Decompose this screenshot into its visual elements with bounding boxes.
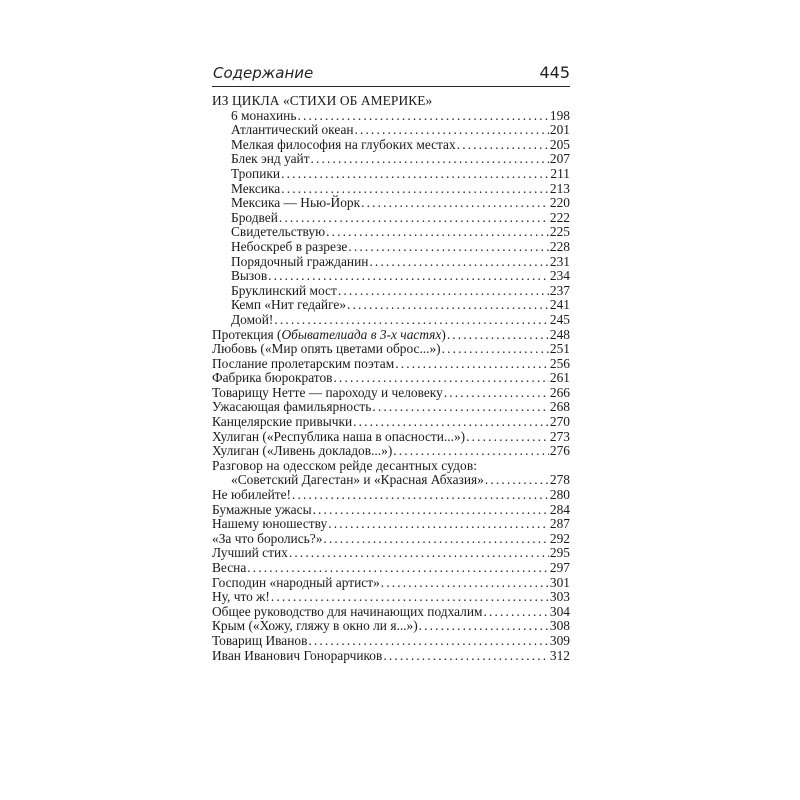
book-page xyxy=(212,60,570,663)
title-suffix: ) xyxy=(441,326,446,342)
toc-entry-page: 213 xyxy=(549,180,570,196)
dot-leader xyxy=(484,605,549,620)
toc-entry-page: 312 xyxy=(549,647,570,663)
toc-entry-page: 301 xyxy=(549,574,570,590)
title-prefix: Протекция ( xyxy=(212,326,282,342)
toc-entry xyxy=(212,255,570,270)
toc-entry-title-line1: Разговор на одесском рейде десантных судов: xyxy=(212,457,478,473)
toc-entry-title: Бродвей xyxy=(231,209,278,225)
toc-entry xyxy=(212,284,570,299)
toc-entry xyxy=(212,561,570,576)
toc-entry xyxy=(212,328,570,343)
toc-entry xyxy=(212,342,570,357)
toc-entry-page: 276 xyxy=(549,443,570,459)
toc-entry-title: Фабрика бюрократов xyxy=(212,370,333,386)
title-subtitle-italic: Обывателиада в 3-х частях xyxy=(281,326,442,342)
toc-entry xyxy=(212,430,570,445)
toc-entry-page: 273 xyxy=(549,428,570,444)
toc-entry xyxy=(212,152,570,167)
toc-entry-title: Господин «народный артист» xyxy=(212,574,380,590)
toc-entry xyxy=(212,605,570,620)
toc-entry xyxy=(212,415,570,430)
toc-entry-title: Порядочный гражданин xyxy=(231,253,369,269)
dot-leader xyxy=(247,561,549,576)
toc-entry xyxy=(212,473,570,488)
dot-leader xyxy=(347,298,549,313)
dot-leader xyxy=(308,634,548,649)
toc-entry-page: 292 xyxy=(549,530,570,546)
toc-entry xyxy=(212,167,570,182)
dot-leader xyxy=(381,576,549,591)
toc-entry-title: Ужасающая фамильярность xyxy=(212,399,372,415)
dot-leader xyxy=(383,649,549,664)
dot-leader xyxy=(281,182,549,197)
toc-entry xyxy=(212,386,570,401)
toc-entry-title: Атлантический океан xyxy=(231,122,354,138)
toc-entry-page: 295 xyxy=(549,545,570,561)
toc-entry-title: Ну, что ж! xyxy=(212,589,270,605)
dot-leader xyxy=(369,255,548,270)
toc-entry xyxy=(212,517,570,532)
toc-entry-page: 251 xyxy=(549,341,570,357)
toc-entry-title: Любовь («Мир опять цветами оброс...») xyxy=(212,341,441,357)
toc-entry-page: 248 xyxy=(549,326,570,342)
toc-entry-title: Хулиган («Ливень докладов...») xyxy=(212,443,393,459)
page-number: 445 xyxy=(539,63,570,82)
toc-entry xyxy=(212,211,570,226)
toc-entry-page: 201 xyxy=(549,122,570,138)
dot-leader xyxy=(466,430,549,445)
toc-entry xyxy=(212,634,570,649)
toc-entry-title: Тропики xyxy=(231,165,281,181)
dot-leader xyxy=(393,444,549,459)
toc-entries xyxy=(212,328,570,664)
toc-entry-page: 207 xyxy=(549,151,570,167)
toc-entry-title: Послание пролетарским поэтам xyxy=(212,355,395,371)
dot-leader xyxy=(289,546,549,561)
dot-leader xyxy=(268,269,549,284)
toc-entry-title: «За что боролись?» xyxy=(212,530,323,546)
dot-leader xyxy=(328,517,549,532)
toc-entry-page: 237 xyxy=(549,282,570,298)
toc-entry-title xyxy=(212,328,446,343)
toc-entry-page: 268 xyxy=(549,399,570,415)
dot-leader xyxy=(355,123,549,138)
toc-entry-title: Канцелярские привычки xyxy=(212,414,353,430)
toc-entry xyxy=(212,313,570,328)
dot-leader xyxy=(348,240,549,255)
toc-entry xyxy=(212,590,570,605)
toc-entry-page: 297 xyxy=(549,560,570,575)
dot-leader xyxy=(485,473,549,488)
toc-entry-page: 198 xyxy=(549,107,570,123)
toc-entry xyxy=(212,123,570,138)
toc-entry-page: 225 xyxy=(549,224,570,240)
toc-entry-title: Свидетельствую xyxy=(231,224,326,240)
toc-entry-page: 309 xyxy=(549,632,570,648)
dot-leader xyxy=(338,284,549,299)
toc-entry-title: Общее руководство для начинающих подхалим xyxy=(212,603,483,619)
dot-leader xyxy=(297,109,548,124)
toc-entry xyxy=(212,532,570,547)
dot-leader xyxy=(353,415,549,430)
toc-entry-page: 211 xyxy=(550,165,570,181)
toc-entry-title: Мексика — Нью-Йорк xyxy=(231,195,361,211)
toc-entry-page: 222 xyxy=(549,209,570,225)
toc-entry-title: Небоскреб в разрезе xyxy=(231,238,348,254)
dot-leader xyxy=(323,532,548,547)
dot-leader xyxy=(419,619,549,634)
toc-entry-title: «Советский Дагестан» и «Красная Абхазия» xyxy=(231,472,484,488)
dot-leader xyxy=(274,313,549,328)
running-header xyxy=(212,60,570,87)
toc-entry xyxy=(212,240,570,255)
toc-entry xyxy=(212,503,570,518)
toc-entry-title: Вызов xyxy=(231,268,268,284)
toc-entry xyxy=(212,357,570,372)
toc-entry-title: Хулиган («Республика наша в опасности...») xyxy=(212,428,466,444)
dot-leader xyxy=(279,211,549,226)
toc-entry-title: Бумажные ужасы xyxy=(212,501,312,517)
toc-entry xyxy=(212,196,570,211)
toc-entry-page: 270 xyxy=(549,414,570,430)
toc-entry-page: 231 xyxy=(549,253,570,269)
toc-entry-title: Блек энд уайт xyxy=(231,151,310,167)
toc-entry-page: 205 xyxy=(549,136,570,152)
toc-entry-title: Не юбилейте! xyxy=(212,487,291,503)
dot-leader xyxy=(281,167,549,182)
toc-entry xyxy=(212,298,570,313)
section-title: ИЗ ЦИКЛА «СТИХИ ОБ АМЕРИКЕ» xyxy=(212,93,433,108)
toc-entry xyxy=(212,649,570,664)
toc-entry-title: Лучший стих xyxy=(212,545,288,561)
toc-entry xyxy=(212,371,570,386)
dot-leader xyxy=(311,152,549,167)
toc-entry-page: 241 xyxy=(549,297,570,313)
toc-entry-title: Бруклинский мост xyxy=(231,282,337,298)
dot-leader xyxy=(292,488,549,503)
toc-entry-page: 284 xyxy=(549,501,570,517)
toc-entry xyxy=(212,619,570,634)
toc-entry-title: Иван Иванович Гонорарчиков xyxy=(212,647,383,663)
toc-entry-page: 220 xyxy=(549,195,570,211)
dot-leader xyxy=(372,400,549,415)
toc-entry-page: 228 xyxy=(549,238,570,254)
toc-entry-title: Нашему юношеству xyxy=(212,516,328,532)
running-header-title: Содержание xyxy=(213,64,314,82)
toc-entry-page: 245 xyxy=(549,311,570,327)
toc-entry-page: 278 xyxy=(549,472,570,488)
toc-entry-title: Товарищ Иванов xyxy=(212,632,308,648)
toc-entry-page: 287 xyxy=(549,516,570,532)
section-items xyxy=(212,109,570,328)
toc-entry-page: 304 xyxy=(549,603,570,619)
dot-leader xyxy=(447,328,549,343)
toc-entry-title: Домой! xyxy=(231,311,274,327)
toc-entry-title: Крым («Хожу, гляжу в окно ли я...») xyxy=(212,618,418,634)
dot-leader xyxy=(442,342,549,357)
toc-entry-page: 266 xyxy=(549,384,570,400)
toc-entry xyxy=(212,225,570,240)
dot-leader xyxy=(444,386,549,401)
toc-entry xyxy=(212,576,570,591)
toc-entry xyxy=(212,488,570,503)
toc-entry-page: 280 xyxy=(549,487,570,503)
toc-entry-title: 6 монахинь xyxy=(231,107,297,123)
table-of-contents xyxy=(212,94,570,663)
toc-entry-title: Товарищу Нетте — пароходу и человеку xyxy=(212,384,443,400)
toc-entry-title: Кемп «Нит гедайге» xyxy=(231,297,347,313)
dot-leader xyxy=(457,138,549,153)
toc-entry xyxy=(212,400,570,415)
dot-leader xyxy=(313,503,549,518)
dot-leader xyxy=(326,225,549,240)
toc-entry-title: Мелкая философия на глубоких местах xyxy=(231,136,456,152)
dot-leader xyxy=(334,371,549,386)
dot-leader xyxy=(395,357,549,372)
toc-entry xyxy=(212,444,570,459)
toc-entry-page: 256 xyxy=(549,355,570,371)
dot-leader xyxy=(271,590,549,605)
toc-entry-title: Весна xyxy=(212,560,247,575)
toc-entry-title: Мексика xyxy=(231,180,281,196)
toc-entry-page: 234 xyxy=(549,268,570,284)
toc-entry xyxy=(212,269,570,284)
toc-entry xyxy=(212,138,570,153)
toc-entry-page: 308 xyxy=(549,618,570,634)
toc-entry-page: 303 xyxy=(549,589,570,605)
toc-entry xyxy=(212,182,570,197)
toc-entry-page: 261 xyxy=(549,370,570,386)
toc-entry xyxy=(212,546,570,561)
dot-leader xyxy=(361,196,549,211)
toc-entry xyxy=(212,109,570,124)
